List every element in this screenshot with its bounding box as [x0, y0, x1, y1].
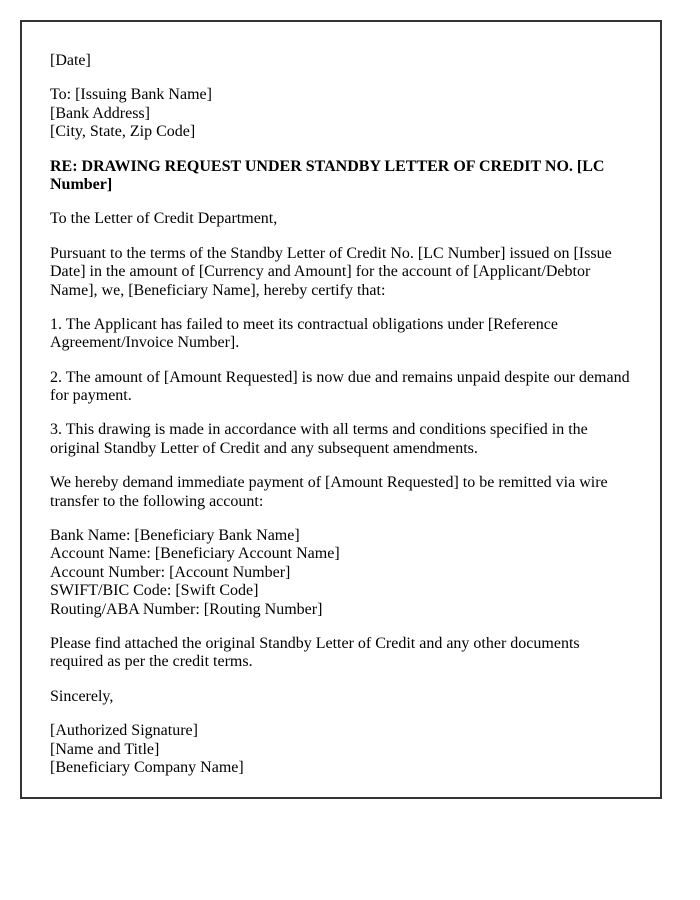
- account-name-line: Account Name: [Beneficiary Account Name]: [50, 545, 340, 563]
- account-number-line: Account Number: [Account Number]: [50, 563, 291, 581]
- intro-paragraph: Pursuant to the terms of the Standby Letter of Credit No. [LC Number] issued on [Issue Date] in the amount of [Currency and Amount] for the account of [Applicant/Debtor Name], we, [Beneficiary Name], hereby certify that:: [50, 244, 612, 299]
- letter-frame: [20, 20, 662, 799]
- account-details-block: [50, 527, 630, 619]
- recipient-to-line: To: [Issuing Bank Name]: [50, 86, 212, 104]
- signature-company-line: [Beneficiary Company Name]: [50, 758, 244, 776]
- account-routing-line: Routing/ABA Number: [Routing Number]: [50, 600, 323, 618]
- subject-heading: RE: DRAWING REQUEST UNDER STANDBY LETTER OF CREDIT NO. [LC Number]: [50, 157, 605, 193]
- signature-authorized-line: [Authorized Signature]: [50, 722, 198, 740]
- salutation: To the Letter of Credit Department,: [50, 210, 278, 228]
- recipient-block: [50, 86, 630, 141]
- attachment-note: Please find attached the original Standby Letter of Credit and any other documents required as per the credit terms.: [50, 634, 580, 671]
- demand-paragraph: We hereby demand immediate payment of [Amount Requested] to be remitted via wire transfer to the following account:: [50, 474, 608, 510]
- signature-block: [50, 722, 630, 777]
- account-swift-line: SWIFT/BIC Code: [Swift Code]: [50, 582, 259, 600]
- date-line: [Date]: [50, 52, 91, 69]
- recipient-city-line: [City, State, Zip Code]: [50, 123, 196, 141]
- certification-item-2: 2. The amount of [Amount Requested] is now due and remains unpaid despite our demand for payment.: [50, 368, 630, 405]
- certification-item-3: 3. This drawing is made in accordance with all terms and conditions specified in the original Standby Letter of Credit and any subsequent amendments.: [50, 421, 588, 457]
- closing-line: Sincerely,: [50, 687, 114, 705]
- signature-name-title-line: [Name and Title]: [50, 740, 160, 758]
- recipient-address-line: [Bank Address]: [50, 104, 150, 122]
- account-bank-name-line: Bank Name: [Beneficiary Bank Name]: [50, 527, 300, 545]
- certification-item-1: 1. The Applicant has failed to meet its contractual obligations under [Reference Agreement/Invoice Number].: [50, 315, 558, 352]
